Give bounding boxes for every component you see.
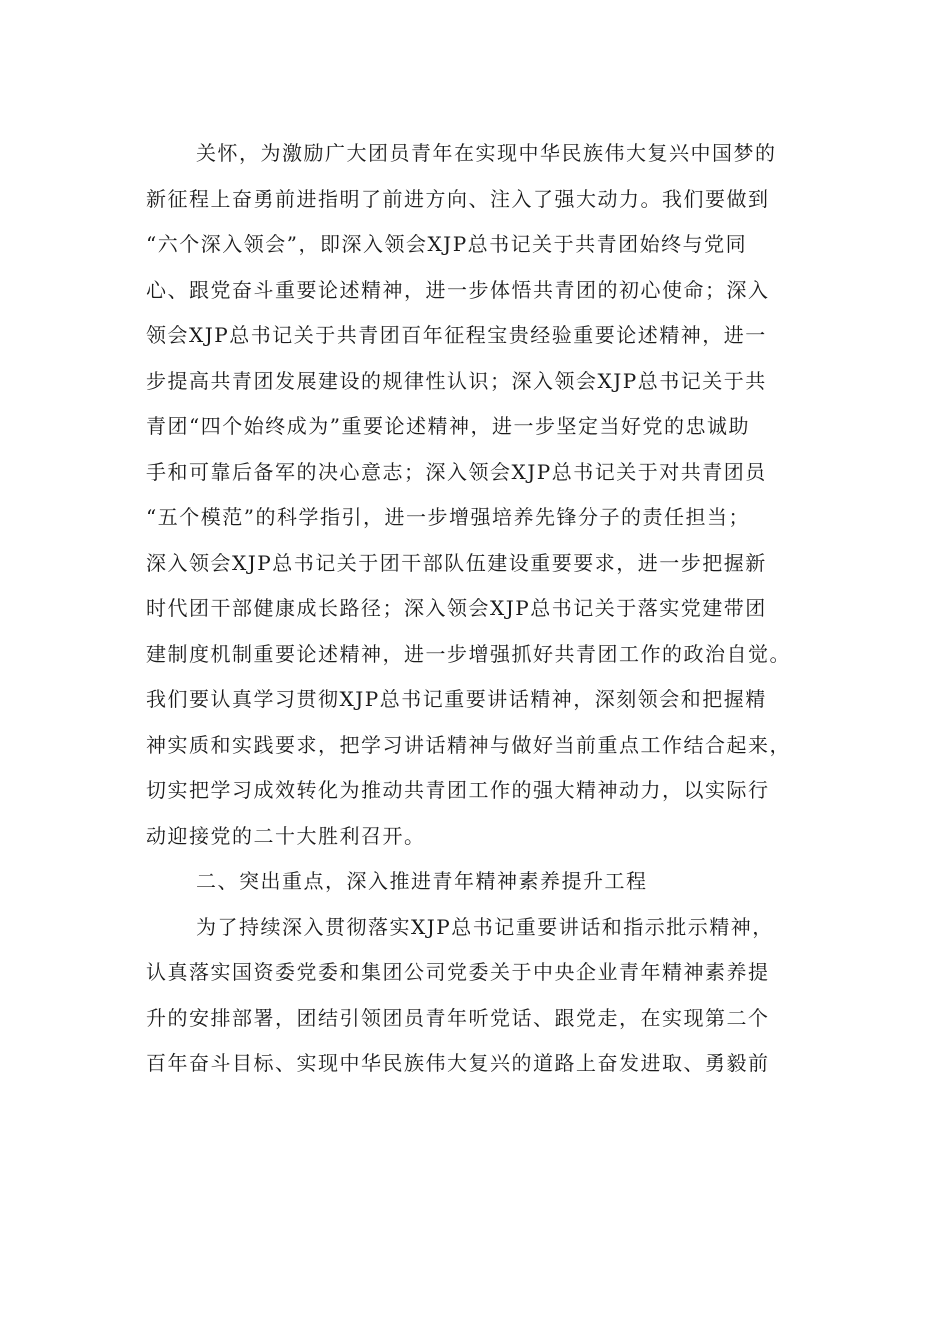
text-line: 步提高共青团发展建设的规律性认识；深入领会XJP总书记关于共 — [146, 368, 767, 393]
text-line: 升的安排部署，团结引领团员青年听党话、跟党走，在实现第二个 — [146, 1005, 770, 1030]
text-line: 关怀，为激励广大团员青年在实现中华民族伟大复兴中国梦的 — [196, 141, 777, 165]
text-line: 时代团干部健康成长路径；深入领会XJP总书记关于落实党建带团 — [146, 596, 767, 620]
text-line: 百年奋斗目标、实现中华民族伟大复兴的道路上奋发进取、勇毅前 — [146, 1051, 770, 1075]
text-line: 我们要认真学习贯彻XJP总书记重要讲话精神，深刻领会和把握精 — [146, 687, 767, 711]
text-line: 为了持续深入贯彻落实XJP总书记重要讲话和指示批示精神， — [196, 914, 774, 939]
body-text — [146, 131, 806, 1087]
text-line: 认真落实国资委党委和集团公司党委关于中央企业青年精神素养提 — [146, 960, 770, 984]
text-line: 深入领会XJP总书记关于团干部队伍建设重要要求，进一步把握新 — [146, 550, 767, 575]
text-line: 领会XJP总书记关于共青团百年征程宝贵经验重要论述精神，进一 — [146, 323, 767, 347]
text-line: “六个深入领会”，即深入领会XJP总书记关于共青团始终与党同 — [146, 232, 748, 256]
text-line: 建制度机制重要论述精神，进一步增强抓好共青团工作的政治自觉。 — [146, 641, 791, 666]
text-line: 动迎接党的二十大胜利召开。 — [146, 823, 426, 848]
text-line: 神实质和实践要求，把学习讲话精神与做好当前重点工作结合起来， — [146, 732, 791, 757]
text-line: “五个模范”的科学指引，进一步增强培养先锋分子的责任担当； — [146, 505, 750, 529]
section-heading: 二、突出重点，深入推进青年精神素养提升工程 — [196, 869, 648, 893]
text-line: 青团“四个始终成为”重要论述精神，进一步坚定当好党的忠诚助 — [146, 414, 750, 438]
text-line: 新征程上奋勇前进指明了前进方向、注入了强大动力。我们要做到 — [146, 186, 770, 211]
text-line: 切实把学习成效转化为推动共青团工作的强大精神动力，以实际行 — [146, 778, 770, 802]
text-line: 心、跟党奋斗重要论述精神，进一步体悟共青团的初心使命；深入 — [146, 277, 770, 302]
text-line: 手和可靠后备军的决心意志；深入领会XJP总书记关于对共青团员 — [146, 459, 767, 484]
